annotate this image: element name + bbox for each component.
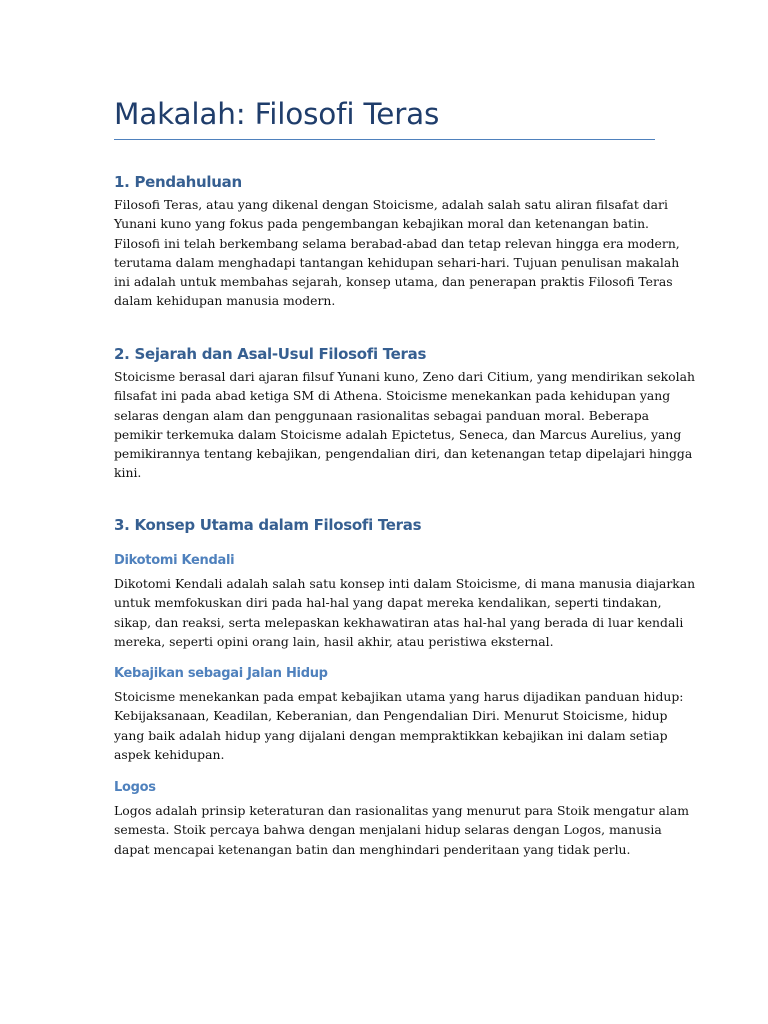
paragraph-line: mereka, seperti opini orang lain, hasil akhir, atau peristiwa eksternal. [114, 633, 554, 649]
paragraph-line: aspek kehidupan. [114, 746, 225, 762]
paragraph-line: Filosofi Teras, atau yang dikenal dengan Stoicisme, adalah salah satu aliran filsafat dari [114, 197, 668, 212]
paragraph-line: Stoicisme menekankan pada empat kebajikan utama yang harus dijadikan panduan hidup: [114, 689, 684, 704]
paragraph-line: terutama dalam menghadapi tantangan kehidupan sehari-hari. Tujuan penulisan makalah [114, 254, 680, 270]
paragraph-line: sikap, dan reaksi, serta melepaskan kekhawatiran atas hal-hal yang berada di luar kendali [114, 614, 684, 630]
paragraph-line: filsafat ini pada abad ketiga SM di Athena. Stoicisme menekankan pada kehidupan yang [114, 388, 671, 404]
subsection-paragraph-logos [114, 801, 689, 859]
paragraph-line: Filosofi ini telah berkembang selama berabad-abad dan tetap relevan hingga era modern, [114, 235, 680, 251]
document-title: Makalah: Filosofi Teras [114, 97, 440, 131]
paragraph-line: selaras dengan alam dan penggunaan rasionalitas sebagai panduan moral. Beberapa [114, 407, 650, 423]
section-paragraph-pendahuluan [114, 195, 680, 311]
subsection-heading-dikotomi-kendali: Dikotomi Kendali [114, 553, 235, 568]
section-heading-pendahuluan: 1. Pendahuluan [114, 173, 242, 191]
paragraph-line: Kebijaksanaan, Keadilan, Keberanian, dan Pengendalian Diri. Menurut Stoicisme, hidup [114, 708, 668, 724]
paragraph-line: pemikirannya tentang kebajikan, pengendalian diri, dan ketenangan tetap dipelajari hingga [114, 446, 693, 462]
paragraph-line: Logos adalah prinsip keteraturan dan rasionalitas yang menurut para Stoik mengatur alam [114, 803, 689, 818]
paragraph-line: dapat mencapai ketenangan batin dan menghindari penderitaan yang tidak perlu. [114, 841, 631, 857]
subsection-paragraph-kebajikan [114, 687, 684, 764]
subsection-paragraph-dikotomi-kendali [114, 574, 696, 651]
subsection-heading-kebajikan: Kebajikan sebagai Jalan Hidup [114, 666, 328, 681]
paragraph-line: Dikotomi Kendali adalah salah satu konsep inti dalam Stoicisme, di mana manusia diajarkan [114, 576, 696, 591]
paragraph-line: yang baik adalah hidup yang dijalani dengan mempraktikkan kebajikan ini dalam setiap [114, 727, 668, 743]
title-underline-divider [114, 139, 655, 140]
paragraph-line: Stoicisme berasal dari ajaran filsuf Yunani kuno, Zeno dari Citium, yang mendirikan sekolah [114, 369, 695, 384]
paragraph-line: dalam kehidupan manusia modern. [114, 293, 336, 309]
paragraph-line: untuk memfokuskan diri pada hal-hal yang dapat mereka kendalikan, seperti tindakan, [114, 595, 662, 611]
section-heading-sejarah: 2. Sejarah dan Asal-Usul Filosofi Teras [114, 345, 427, 363]
paragraph-line: ini adalah untuk membahas sejarah, konsep utama, dan penerapan praktis Filosofi Teras [114, 274, 673, 290]
subsection-heading-logos: Logos [114, 780, 156, 795]
paragraph-line: semesta. Stoik percaya bahwa dengan menjalani hidup selaras dengan Logos, manusia [114, 822, 662, 838]
section-paragraph-sejarah [114, 367, 695, 483]
paragraph-line: Yunani kuno yang fokus pada pengembangan kebajikan moral dan ketenangan batin. [114, 216, 649, 232]
paragraph-line: pemikir terkemuka dalam Stoicisme adalah Epictetus, Seneca, dan Marcus Aurelius, yang [114, 426, 682, 442]
paragraph-line: kini. [114, 465, 142, 481]
section-heading-konsep-utama: 3. Konsep Utama dalam Filosofi Teras [114, 516, 422, 534]
